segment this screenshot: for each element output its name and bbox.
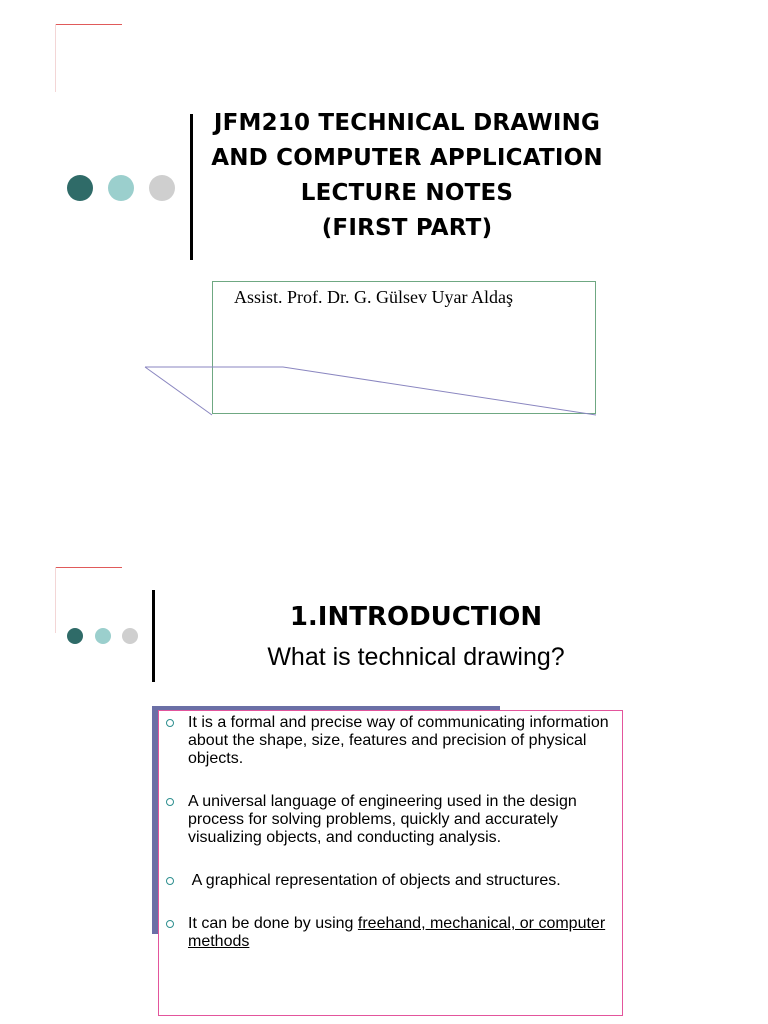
author-box-shadow-outline [140, 360, 610, 420]
corner-rule-horizontal [55, 24, 122, 25]
corner-rule-vertical [55, 567, 56, 633]
bullet-circle-icon [166, 719, 174, 727]
decor-dot-dark [67, 628, 83, 644]
decor-dot-light [149, 175, 175, 201]
bullet-text-underlined: freehand, mechanical, or computer methods [188, 915, 606, 950]
slide1-title-line-1: JFM210 TECHNICAL DRAWING [213, 110, 601, 136]
bullet-circle-icon [166, 798, 174, 806]
slide2-title: 1.INTRODUCTION [289, 602, 543, 632]
bullet-circle-icon [166, 920, 174, 928]
decor-dot-mid [108, 175, 134, 201]
list-item [166, 915, 616, 951]
list-item [166, 793, 616, 847]
slide1-title-line-3: LECTURE NOTES [300, 180, 514, 206]
decor-dot-light [122, 628, 138, 644]
decor-dot-mid [95, 628, 111, 644]
slide1-title-line-4: (FIRST PART) [321, 215, 493, 241]
list-item [166, 872, 616, 890]
author-name: Assist. Prof. Dr. G. Gülsev Uyar Aldaş [234, 287, 513, 307]
corner-rule-horizontal [55, 567, 122, 568]
title-divider-bar [190, 114, 193, 260]
slide1-title [200, 106, 614, 246]
decor-dot-dark [67, 175, 93, 201]
bullet-text: A universal language of engineering used in the design process for solving problems, quickly and accurately visualizing objects, and conducting analysis. [188, 793, 577, 846]
bullet-text: A graphical representation of objects and structures. [188, 872, 561, 889]
bullet-circle-icon [166, 877, 174, 885]
slide1-title-line-2: AND COMPUTER APPLICATION [211, 145, 603, 171]
bullet-list [166, 712, 616, 951]
list-item [166, 714, 616, 768]
corner-rule-vertical [55, 24, 56, 92]
title-divider-bar [152, 590, 155, 682]
bullet-text: It is a formal and precise way of communicating information about the shape, size, features and precision of physical objects. [188, 714, 609, 767]
slide2-subtitle: What is technical drawing? [267, 643, 565, 671]
bullet-text: It can be done by using [188, 915, 358, 932]
